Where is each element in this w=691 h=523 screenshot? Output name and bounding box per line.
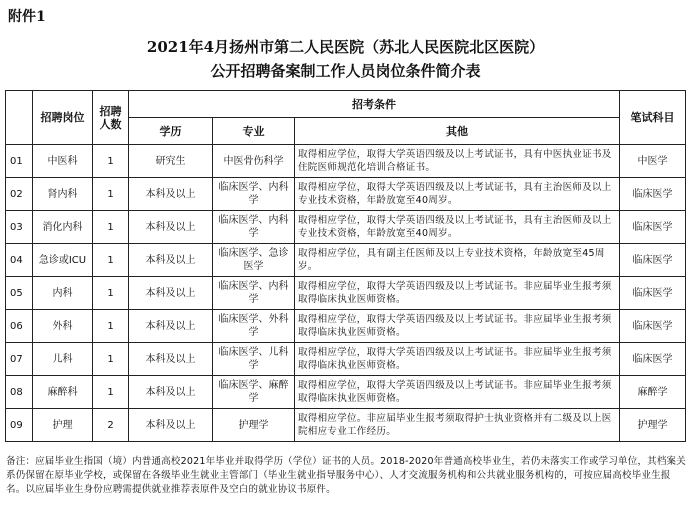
table-row	[6, 376, 686, 409]
row-position: 麻醉科	[33, 376, 93, 409]
header-exam: 笔试科目	[620, 91, 686, 145]
header-blank	[6, 91, 33, 145]
table-row	[6, 211, 686, 244]
row-major: 临床医学、外科学	[213, 310, 295, 343]
row-major: 临床医学、急诊医学	[213, 244, 295, 277]
row-number: 04	[6, 244, 33, 277]
row-exam: 临床医学	[620, 343, 686, 376]
header-education: 学历	[129, 118, 213, 145]
row-major: 临床医学、内科学	[213, 277, 295, 310]
row-education: 本科及以上	[129, 211, 213, 244]
row-position: 护理	[33, 409, 93, 442]
row-count: 1	[93, 178, 129, 211]
row-major: 护理学	[213, 409, 295, 442]
row-education: 本科及以上	[129, 376, 213, 409]
row-education: 本科及以上	[129, 178, 213, 211]
row-number: 06	[6, 310, 33, 343]
row-count: 1	[93, 145, 129, 178]
row-exam: 临床医学	[620, 277, 686, 310]
row-number: 07	[6, 343, 33, 376]
table-row	[6, 343, 686, 376]
attachment-label: 附件1	[8, 9, 46, 25]
row-major: 中医骨伤科学	[213, 145, 295, 178]
row-position: 外科	[33, 310, 93, 343]
table-row	[6, 409, 686, 442]
row-position: 中医科	[33, 145, 93, 178]
row-number: 01	[6, 145, 33, 178]
row-exam: 临床医学	[620, 211, 686, 244]
row-count: 1	[93, 376, 129, 409]
row-count: 1	[93, 310, 129, 343]
row-other: 取得相应学位。非应届毕业生报考须取得护士执业资格并有二级及以上医院相应专业工作经历。	[295, 409, 620, 442]
row-exam: 临床医学	[620, 310, 686, 343]
row-position: 急诊或ICU	[33, 244, 93, 277]
row-position: 消化内科	[33, 211, 93, 244]
header-other: 其他	[295, 118, 620, 145]
row-position: 儿科	[33, 343, 93, 376]
row-major: 临床医学、内科学	[213, 178, 295, 211]
header-position: 招聘岗位	[33, 91, 93, 145]
row-education: 本科及以上	[129, 343, 213, 376]
row-other: 取得相应学位，取得大学英语四级及以上考试证书。非应届毕业生报考须取得临床执业医师资格。	[295, 343, 620, 376]
row-exam: 护理学	[620, 409, 686, 442]
row-number: 03	[6, 211, 33, 244]
row-other: 取得相应学位，取得大学英语四级及以上考试证书，具有主治医师及以上专业技术资格，年龄放宽至40周岁。	[295, 178, 620, 211]
row-major: 临床医学、儿科学	[213, 343, 295, 376]
row-other: 取得相应学位，取得大学英语四级及以上考试证书。非应届毕业生报考须取得临床执业医师资格。	[295, 277, 620, 310]
header-count: 招聘人数	[93, 91, 129, 145]
row-other: 取得相应学位，取得大学英语四级及以上考试证书。非应届毕业生报考须取得临床执业医师资格。	[295, 310, 620, 343]
row-count: 1	[93, 211, 129, 244]
row-count: 1	[93, 277, 129, 310]
page-subtitle: 公开招聘备案制工作人员岗位条件简介表	[210, 62, 481, 80]
header-major: 专业	[213, 118, 295, 145]
row-education: 本科及以上	[129, 277, 213, 310]
row-number: 05	[6, 277, 33, 310]
header-conditions: 招考条件	[129, 91, 620, 118]
row-other: 取得相应学位，取得大学英语四级及以上考试证书。非应届毕业生报考须取得临床执业医师资格。	[295, 376, 620, 409]
footnote: 备注：应届毕业生指国（境）内普通高校2021年毕业并取得学历（学位）证书的人员。2018-2020年普通高校毕业生，若仍未落实工作或学习单位，其档案关系仍保留在原毕业学校，或保留在各级毕业生就业主管部门（毕业生就业指导服务中心）、人才交流服务机构和公共就业服务机构的，可按应届高校毕业生报名。以应届毕业生身份应聘需提供就业推荐表原件及空白的就业协议书原件。	[6, 456, 686, 495]
row-exam: 临床医学	[620, 178, 686, 211]
row-position: 内科	[33, 277, 93, 310]
row-count: 2	[93, 409, 129, 442]
table-row	[6, 277, 686, 310]
row-education: 本科及以上	[129, 409, 213, 442]
row-other: 取得相应学位，具有副主任医师及以上专业技术资格，年龄放宽至45周岁。	[295, 244, 620, 277]
row-other: 取得相应学位，取得大学英语四级及以上考试证书，具有中医执业证书及住院医师规范化培训合格证书。	[295, 145, 620, 178]
table-row	[6, 178, 686, 211]
row-education: 研究生	[129, 145, 213, 178]
row-other: 取得相应学位，取得大学英语四级及以上考试证书，具有主治医师及以上专业技术资格，年龄放宽至40周岁。	[295, 211, 620, 244]
row-number: 02	[6, 178, 33, 211]
table-row	[6, 244, 686, 277]
positions-table	[5, 90, 686, 442]
page-title: 2021年4月扬州市第二人民医院（苏北人民医院北区医院）	[146, 38, 545, 56]
row-major: 临床医学、麻醉学	[213, 376, 295, 409]
table-row	[6, 145, 686, 178]
row-exam: 临床医学	[620, 244, 686, 277]
row-count: 1	[93, 343, 129, 376]
row-exam: 麻醉学	[620, 376, 686, 409]
row-number: 08	[6, 376, 33, 409]
row-position: 肾内科	[33, 178, 93, 211]
row-major: 临床医学、内科学	[213, 211, 295, 244]
row-exam: 中医学	[620, 145, 686, 178]
row-education: 本科及以上	[129, 310, 213, 343]
row-education: 本科及以上	[129, 244, 213, 277]
row-number: 09	[6, 409, 33, 442]
table-row	[6, 310, 686, 343]
row-count: 1	[93, 244, 129, 277]
